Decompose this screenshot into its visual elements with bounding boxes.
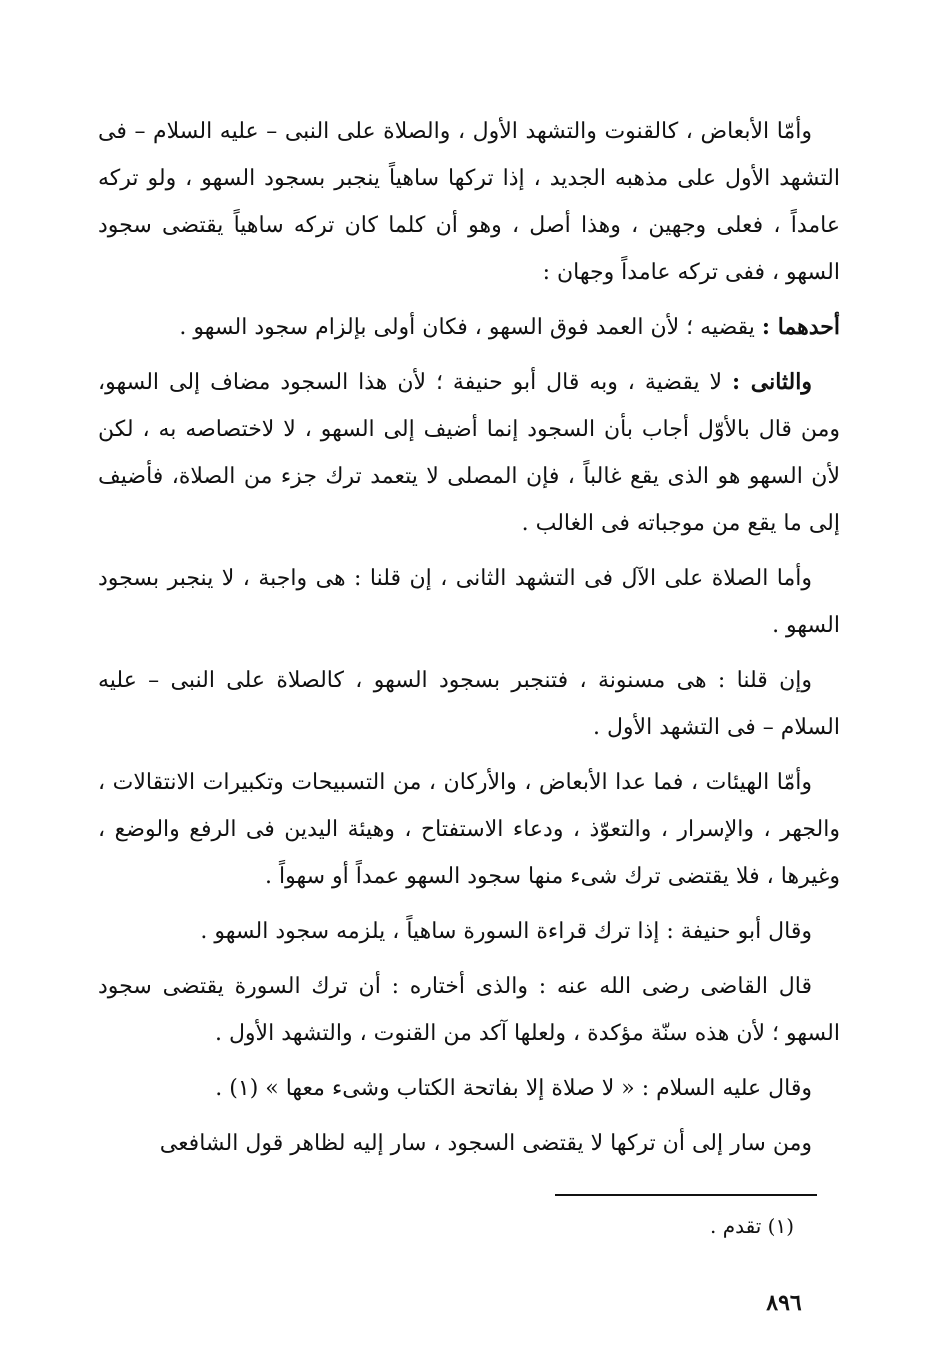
body-text (98, 108, 840, 1175)
page-number: ٨٩٦ (766, 1290, 802, 1316)
paragraph-1: وأمّا الأبعاض ، كالقنوت والتشهد الأول ، والصلاة على النبى – عليه السلام – فى التشهد الأول على مذهبه الجديد ، إذا تركها ساهياً ينجبر بسجود السهو ، ولو تركه عامداً ، فعلى وجهين ، وهذا أصل ، وهو أن كلما كان تركه ساهياً يقتضى سجود السهو ، ففى تركه عامداً وجهان : (98, 119, 840, 285)
paragraph-5: وإن قلنا : هى مسنونة ، فتنجبر بسجود السهو ، كالصلاة على النبى – عليه السلام – فى التشهد الأول . (98, 668, 840, 740)
paragraph-3: والثانى : لا يقضية ، وبه قال أبو حنيفة ؛ لأن هذا السجود مضاف إلى السهو، ومن قال بالأوّل أجاب بأن السجود إنما أضيف إلى السهو ، لا لاختصاصه به ، لكن لأن السهو هو الذى يقع غالباً ، فإن المصلى لا يتعمد ترك جزء من الصلاة، فأضيف إلى ما يقع من موجباته فى الغالب . (98, 369, 840, 536)
paragraph-lead: أحدهما : (761, 314, 840, 340)
paragraph-9: وقال عليه السلام : « لا صلاة إلا بفاتحة الكتاب وشىء معها » (١) . (215, 1076, 812, 1101)
paragraph-4: وأما الصلاة على الآل فى التشهد الثانى ، إن قلنا : هى واجبة ، لا ينجبر بسجود السهو . (98, 566, 840, 638)
paragraph-6: وأمّا الهيئات ، فما عدا الأبعاض ، والأركان ، من التسبيحات وتكبيرات الانتقالات ، والجهر ، والإسرار ، والتعوّذ ، ودعاء الاستفتاح ، وهيئة اليدين فى الرفع والوضع ، وغيرها ، فلا يقتضى ترك شىء منها سجود السهو عمداً أو سهواً . (98, 770, 840, 889)
paragraph-2: أحدهما : يقضيه ؛ لأن العمد فوق السهو ، فكان أولى بإلزام سجود السهو . (179, 314, 840, 340)
footnote: (١) تقدم . (709, 1214, 794, 1238)
paragraph-7: وقال أبو حنيفة : إذا ترك قراءة السورة ساهياً ، يلزمه سجود السهو . (200, 919, 812, 944)
paragraph-lead: والثانى : (732, 369, 812, 395)
paragraph-8: قال القاضى رضى الله عنه : والذى أختاره : أن ترك السورة يقتضى سجود السهو ؛ لأن هذه سنّة مؤكدة ، ولعلها آكد من القنوت ، والتشهد الأول . (98, 974, 840, 1046)
footnote-separator (555, 1194, 817, 1196)
paragraph-10: ومن سار إلى أن تركها لا يقتضى السجود ، سار إليه لظاهر قول الشافعى (159, 1131, 812, 1156)
